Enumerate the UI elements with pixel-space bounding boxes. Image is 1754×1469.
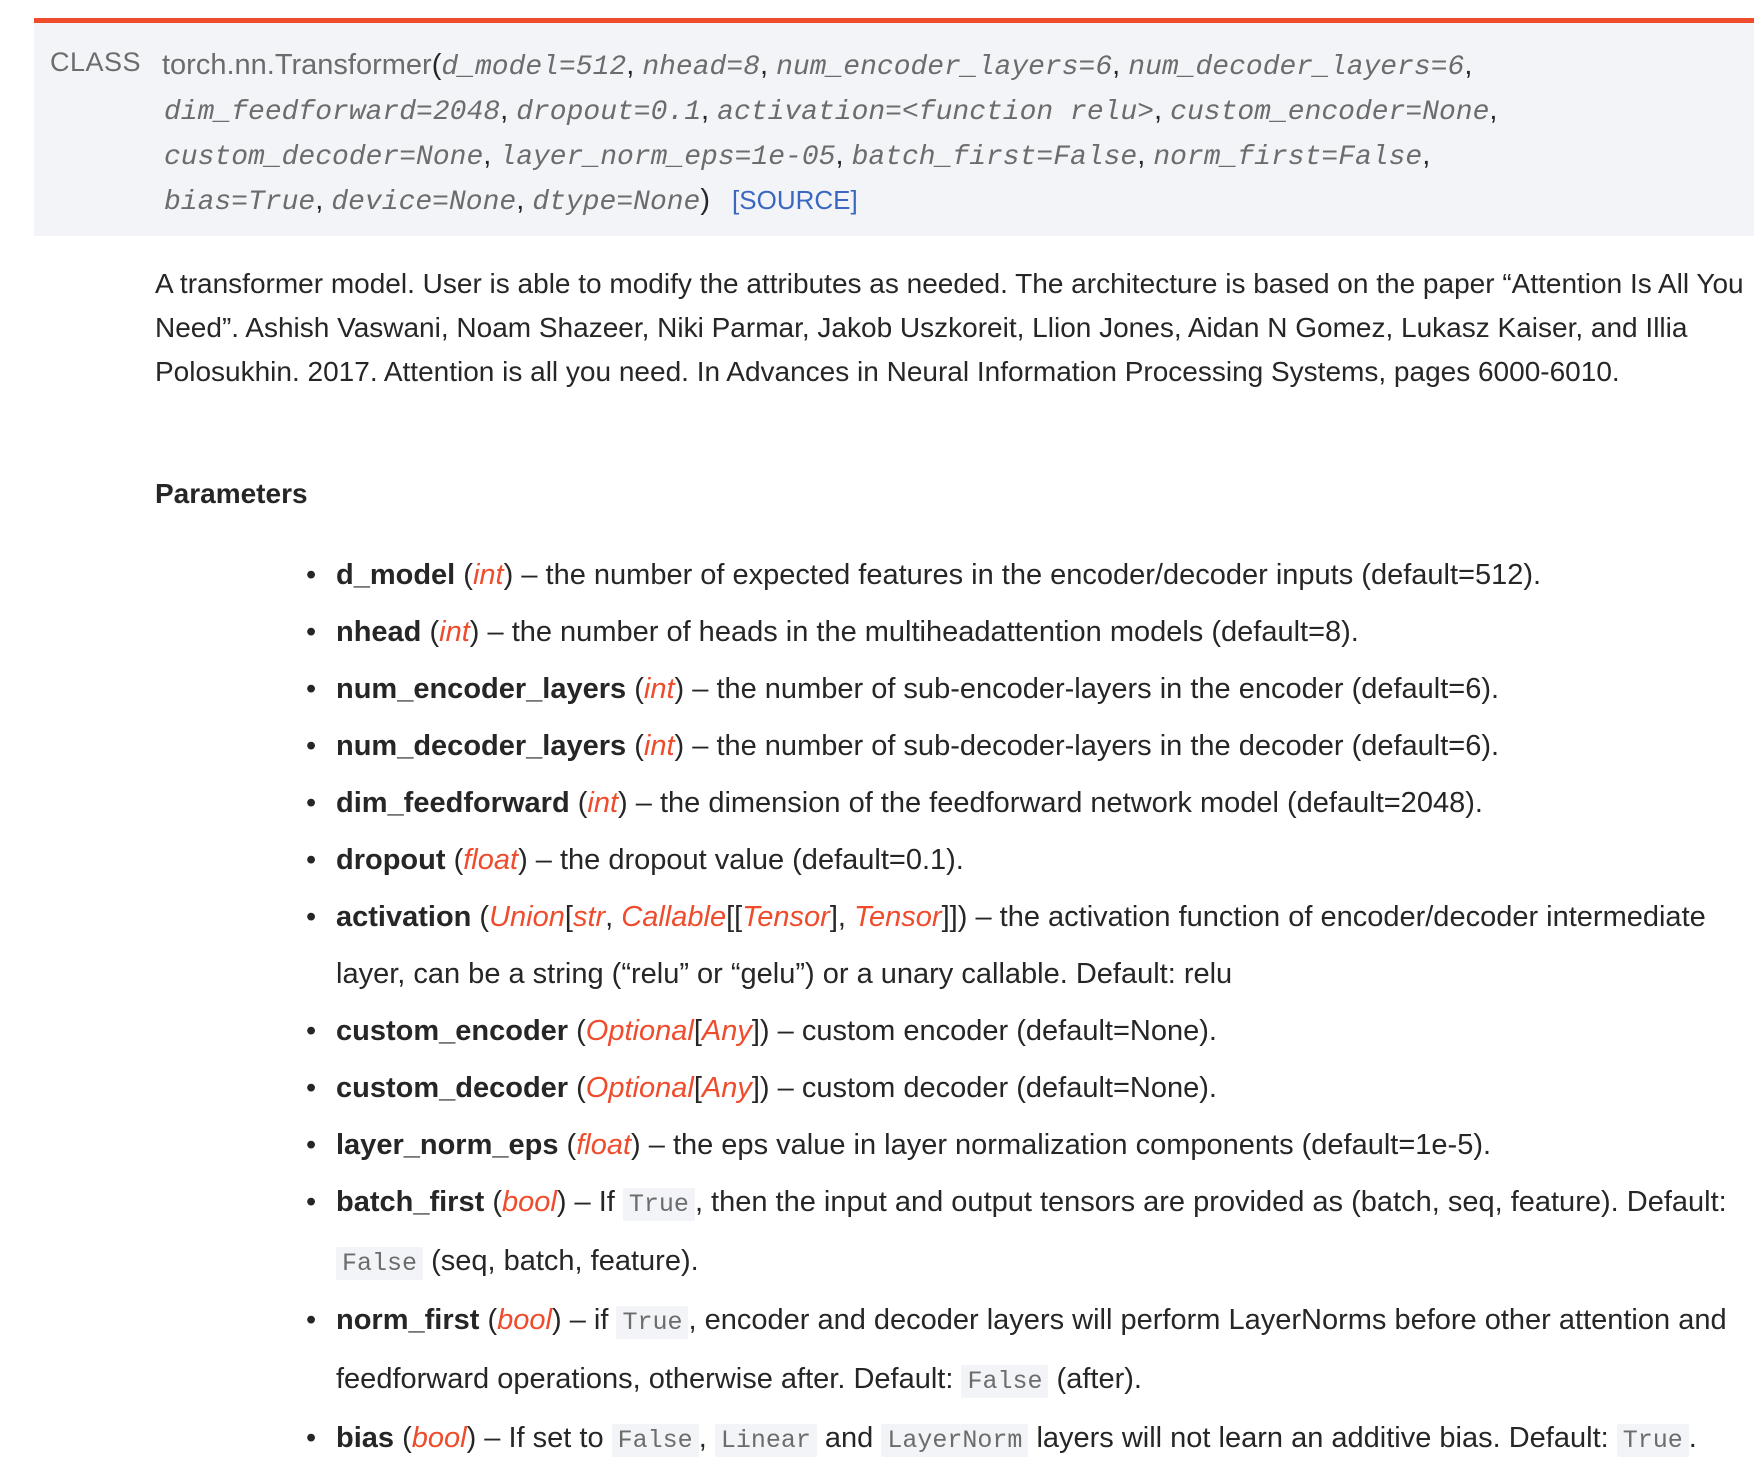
- bullet-icon: •: [306, 616, 317, 648]
- signature-line-4: bias=True, device=None, dtype=None) [SOURCE]: [164, 184, 858, 218]
- sig-param: device=None: [331, 187, 517, 218]
- param-desc: the number of sub-decoder-layers in the decoder (default=6).: [716, 730, 1500, 762]
- param-name: custom_encoder: [336, 1015, 569, 1047]
- param-desc: , then the input and output tensors are provided as (batch, seq, feature). Default:: [694, 1186, 1727, 1218]
- param-desc: the eps value in layer normalization components (default=1e-5).: [672, 1129, 1492, 1161]
- parameter-item: • num_encoder_layers (int) – the number of sub-encoder-layers in the encoder (default=6).: [290, 661, 1740, 718]
- sig-param: d_model=512: [441, 52, 627, 83]
- sig-param: dim_feedforward=2048: [164, 97, 501, 128]
- class-path: torch.nn.Transformer: [162, 49, 432, 81]
- sig-param: bias=True: [164, 187, 316, 218]
- code-literal: False: [336, 1247, 423, 1280]
- param-desc: ,: [698, 1422, 707, 1454]
- parameter-item: • custom_encoder (Optional[Any]) – custom encoder (default=None).: [290, 1003, 1740, 1060]
- parameter-list: [290, 547, 1740, 1469]
- class-description: A transformer model. User is able to modify the attributes as needed. The architecture is based on the paper “Attention Is All You Need”. Ashish Vaswani, Noam Shazeer, Niki Parmar, Jakob Uszkoreit, Llion Jones, Aidan N Gomez, Lukasz Kaiser, and Illia Polosukhin. 2017. Attention is all you need. In Advances in Neural Information Processing Systems, pages 6000-6010.: [155, 268, 1744, 387]
- param-type-link[interactable]: Callable: [621, 901, 727, 933]
- signature-line-1: torch.nn.Transformer(d_model=512, nhead=8, num_encoder_layers=6, num_decoder_layers=6,: [162, 49, 1473, 83]
- param-type-link[interactable]: Tensor: [853, 901, 942, 933]
- param-desc: if: [593, 1304, 609, 1336]
- param-type-link[interactable]: Tensor: [742, 901, 830, 933]
- parameter-item: • custom_decoder (Optional[Any]) – custom decoder (default=None).: [290, 1060, 1740, 1117]
- bullet-icon: •: [306, 1072, 317, 1104]
- param-type-link[interactable]: Union: [489, 901, 565, 933]
- param-desc: the dimension of the feedforward network model (default=2048).: [659, 787, 1483, 819]
- sig-param: layer_norm_eps=1e-05: [499, 142, 836, 173]
- param-desc: custom decoder (default=None).: [801, 1072, 1217, 1104]
- sig-param: num_decoder_layers=6: [1128, 52, 1465, 83]
- signature-block: [34, 18, 1754, 236]
- close-paren: ): [700, 184, 711, 216]
- bullet-icon: •: [306, 559, 317, 591]
- param-name: num_decoder_layers: [336, 730, 627, 762]
- param-name: bias: [336, 1422, 395, 1454]
- param-type-link[interactable]: Any: [701, 1015, 752, 1047]
- param-desc: .: [1688, 1422, 1697, 1454]
- param-name: num_encoder_layers: [336, 673, 627, 705]
- parameter-item: • dim_feedforward (int) – the dimension of the feedforward network model (default=2048).: [290, 775, 1740, 832]
- param-type-link[interactable]: float: [576, 1129, 632, 1161]
- param-desc: the dropout value (default=0.1).: [559, 844, 964, 876]
- parameter-item: • activation (Union[str, Callable[[Tensor], Tensor]]) – the activation function of encoder/decoder intermediate layer, can be a string (“relu” or “gelu”) or a unary callable. Default: relu: [290, 889, 1740, 1003]
- param-type-link[interactable]: bool: [497, 1304, 552, 1336]
- bullet-icon: •: [306, 730, 317, 762]
- param-name: custom_decoder: [336, 1072, 569, 1104]
- code-literal: Linear: [715, 1424, 817, 1457]
- parameter-item: • d_model (int) – the number of expected features in the encoder/decoder inputs (default=512).: [290, 547, 1740, 604]
- sig-param: custom_encoder=None: [1170, 97, 1490, 128]
- code-literal: True: [623, 1188, 695, 1221]
- param-name: batch_first: [336, 1186, 485, 1218]
- parameter-item: • batch_first (bool) – If True , then the input and output tensors are provided as (batch, seq, feature). Default: False (seq, batch, feature).: [290, 1174, 1740, 1292]
- param-desc: the number of sub-encoder-layers in the encoder (default=6).: [716, 673, 1500, 705]
- bullet-icon: •: [306, 1186, 317, 1218]
- param-desc: If: [598, 1186, 615, 1218]
- parameters-heading: Parameters: [155, 478, 308, 509]
- param-desc: the number of heads in the multiheadattention models (default=8).: [511, 616, 1359, 648]
- parameter-item: • norm_first (bool) – if True , encoder and decoder layers will perform LayerNorms before other attention and feedforward operations, otherwise after. Default: False (after).: [290, 1292, 1740, 1410]
- sig-param: batch_first=False: [851, 142, 1138, 173]
- bullet-icon: •: [306, 901, 317, 933]
- sig-param: custom_decoder=None: [164, 142, 484, 173]
- signature-lines: [162, 43, 1497, 223]
- bullet-icon: •: [306, 1129, 317, 1161]
- param-type-link[interactable]: Optional: [585, 1015, 694, 1047]
- code-literal: True: [616, 1306, 688, 1339]
- class-label: CLASS: [50, 47, 142, 77]
- param-desc: the activation function of encoder/decoder intermediate layer, can be a string (“relu” or “gelu”) or a unary callable. Default: relu: [336, 901, 1706, 990]
- param-type-link[interactable]: Optional: [585, 1072, 694, 1104]
- param-name: activation: [336, 901, 472, 933]
- param-desc: (after).: [1056, 1363, 1142, 1395]
- param-type-link[interactable]: int: [643, 730, 675, 762]
- param-type-link[interactable]: int: [587, 787, 619, 819]
- param-desc: custom encoder (default=None).: [801, 1015, 1217, 1047]
- bullet-icon: •: [306, 787, 317, 819]
- param-name: dim_feedforward: [336, 787, 570, 819]
- code-literal: False: [961, 1365, 1048, 1398]
- sig-param: norm_first=False: [1153, 142, 1423, 173]
- param-name: layer_norm_eps: [336, 1129, 559, 1161]
- sig-param: dropout=0.1: [516, 97, 702, 128]
- parameter-item: • nhead (int) – the number of heads in the multiheadattention models (default=8).: [290, 604, 1740, 661]
- code-literal: True: [1617, 1424, 1689, 1457]
- param-name: nhead: [336, 616, 422, 648]
- param-desc: and: [824, 1422, 874, 1454]
- param-type-link[interactable]: int: [439, 616, 470, 648]
- parameter-item: • num_decoder_layers (int) – the number of sub-decoder-layers in the decoder (default=6).: [290, 718, 1740, 775]
- parameter-item: • dropout (float) – the dropout value (default=0.1).: [290, 832, 1740, 889]
- param-name: norm_first: [336, 1304, 480, 1336]
- sig-param: num_encoder_layers=6: [776, 52, 1113, 83]
- parameter-item: • bias (bool) – If set to False , Linear and LayerNorm layers will not learn an additive bias. Default: True .: [290, 1410, 1740, 1469]
- param-desc: layers will not learn an additive bias. Default:: [1036, 1422, 1609, 1454]
- bullet-icon: •: [306, 844, 317, 876]
- bullet-icon: •: [306, 1422, 317, 1454]
- param-type-link[interactable]: float: [463, 844, 519, 876]
- param-name: dropout: [336, 844, 446, 876]
- param-name: d_model: [336, 559, 456, 591]
- param-type-link[interactable]: bool: [501, 1186, 557, 1218]
- param-type-link[interactable]: Any: [701, 1072, 752, 1104]
- open-paren: (: [431, 49, 442, 81]
- bullet-icon: •: [306, 673, 317, 705]
- param-desc: If set to: [508, 1422, 604, 1454]
- sig-param: nhead=8: [642, 52, 760, 83]
- param-type-link[interactable]: str: [572, 901, 606, 933]
- signature-line-3: custom_decoder=None, layer_norm_eps=1e-05, batch_first=False, norm_first=False,: [164, 139, 1431, 173]
- code-literal: False: [612, 1424, 699, 1457]
- param-type-link[interactable]: bool: [411, 1422, 467, 1454]
- sig-param: activation=<function relu>: [717, 97, 1155, 128]
- bullet-icon: •: [306, 1304, 317, 1336]
- param-desc: (seq, batch, feature).: [431, 1245, 699, 1277]
- param-desc: , encoder and decoder layers will perform LayerNorms before other attention and feedforward operations, otherwise after. Default:: [336, 1304, 1727, 1395]
- param-type-link[interactable]: int: [643, 673, 675, 705]
- bullet-icon: •: [306, 1015, 317, 1047]
- sig-param: dtype=None: [532, 187, 701, 218]
- source-link[interactable]: [SOURCE]: [732, 185, 858, 215]
- param-type-link[interactable]: int: [472, 559, 504, 591]
- code-literal: LayerNorm: [881, 1424, 1028, 1457]
- parameter-item: • layer_norm_eps (float) – the eps value in layer normalization components (default=1e-5).: [290, 1117, 1740, 1174]
- param-desc: the number of expected features in the encoder/decoder inputs (default=512).: [545, 559, 1542, 591]
- signature-line-2: dim_feedforward=2048, dropout=0.1, activation=<function relu>, custom_encoder=None,: [164, 94, 1498, 128]
